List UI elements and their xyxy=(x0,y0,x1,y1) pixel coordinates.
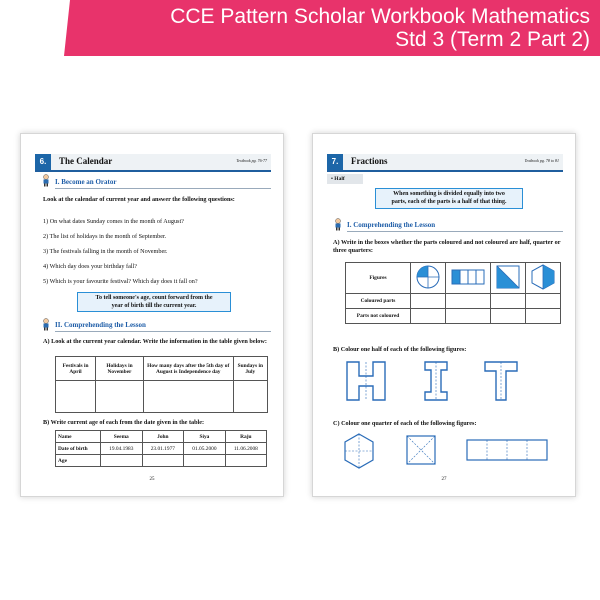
answer-cell[interactable] xyxy=(56,381,96,413)
question-1: 1) On what dates Sunday comes in the month of August? xyxy=(43,218,184,225)
chapter-title: The Calendar xyxy=(59,156,113,166)
age-tip-line2: year of birth till the current year. xyxy=(111,303,197,309)
row-label: Name xyxy=(56,431,101,443)
age-cell[interactable] xyxy=(225,455,266,467)
definition-line1: When something is divided equally into two xyxy=(393,191,505,197)
right-page xyxy=(312,133,576,497)
quarter-circle-figure xyxy=(415,264,441,290)
dob-cell: 19.04.1983 xyxy=(101,443,143,455)
question-2: 2) The list of holidays in the month of September. xyxy=(43,233,167,240)
dob-cell: 01.05.2000 xyxy=(184,443,226,455)
row-label: Coloured parts xyxy=(346,294,411,309)
chapter-number: 6. xyxy=(35,154,51,170)
table-header: How many days after the 5th day of August is Independence day xyxy=(143,357,233,381)
chapter-title: Fractions xyxy=(351,156,388,166)
section-become-orator: I. Become an Orator xyxy=(55,178,271,189)
definition-line2: parts, each of the parts is a half of that thing. xyxy=(391,199,507,205)
name-cell: Siya xyxy=(184,431,226,443)
question-b-instructions: B) Write current age of each from the date given in the table: xyxy=(43,419,205,426)
student-figure-icon xyxy=(333,218,343,231)
dob-cell: 23.01.1977 xyxy=(142,443,184,455)
question-a-instructions: A) Look at the current year calendar. Write the information in the table given below: xyxy=(43,338,267,345)
festival-table xyxy=(55,356,268,413)
title-banner xyxy=(0,0,600,60)
banner-title-line2: Std 3 (Term 2 Part 2) xyxy=(395,28,590,51)
student-figure-icon xyxy=(41,174,51,187)
table-header: Sundays in July xyxy=(233,357,267,381)
answer-cell[interactable] xyxy=(411,294,446,309)
question-a-instructions: A) Write in the boxes whether the parts coloured and not coloured are half, quarter or three quarters: xyxy=(333,239,561,254)
topic-tag: • Half xyxy=(327,174,363,184)
chapter-number: 7. xyxy=(327,154,343,170)
answer-cell[interactable] xyxy=(143,381,233,413)
question-b-instructions: B) Colour one half of each of the following figures: xyxy=(333,346,467,353)
page-number: 27 xyxy=(441,477,447,482)
banner-title-line1: CCE Pattern Scholar Workbook Mathematics xyxy=(170,5,590,28)
row-label: Date of birth xyxy=(56,443,101,455)
chapter-header xyxy=(327,154,563,172)
section-comprehending-lesson: II. Comprehending the Lesson xyxy=(55,321,271,332)
outline-letters xyxy=(343,358,553,404)
name-cell: Raju xyxy=(225,431,266,443)
letter-h-figure[interactable] xyxy=(347,362,385,400)
definition-box xyxy=(375,188,523,209)
question-5: 5) Which is your favourite festival? Which day does it fall on? xyxy=(43,278,198,285)
four-part-rectangle-figure xyxy=(451,267,485,287)
chapter-header xyxy=(35,154,271,172)
figure-cell xyxy=(490,263,525,294)
orator-instructions: Look at the calendar of current year and answer the following questions: xyxy=(43,196,235,203)
row-label: Parts not coloured xyxy=(346,309,411,324)
hexagon-quarter-figure[interactable] xyxy=(345,434,373,468)
answer-cell[interactable] xyxy=(525,309,560,324)
fractions-table xyxy=(345,262,561,324)
row-label: Figures xyxy=(346,263,411,294)
letter-t-figure[interactable] xyxy=(485,362,517,400)
answer-cell[interactable] xyxy=(96,381,144,413)
answer-cell[interactable] xyxy=(233,381,267,413)
answer-cell[interactable] xyxy=(490,309,525,324)
name-cell: Seema xyxy=(101,431,143,443)
row-label: Age xyxy=(56,455,101,467)
student-figure-icon xyxy=(41,318,51,331)
age-table xyxy=(55,430,267,467)
dob-cell: 11.06.2008 xyxy=(225,443,266,455)
answer-cell[interactable] xyxy=(525,294,560,309)
textbook-reference: Textbook pg. 76-77 xyxy=(236,158,267,163)
left-page xyxy=(20,133,284,497)
age-cell[interactable] xyxy=(184,455,226,467)
question-4: 4) Which day does your birthday fall? xyxy=(43,263,138,270)
table-header: Festivals in April xyxy=(56,357,96,381)
hexagon-figure xyxy=(530,263,556,291)
textbook-reference: Textbook pg. 78 to 81 xyxy=(524,158,559,163)
age-cell[interactable] xyxy=(101,455,143,467)
table-header: Holidays in November xyxy=(96,357,144,381)
name-cell: John xyxy=(142,431,184,443)
rectangle-quarter-figure[interactable] xyxy=(467,440,547,460)
answer-cell[interactable] xyxy=(411,309,446,324)
age-tip-box xyxy=(77,292,231,312)
age-tip-line1: To tell someone's age, count forward from the xyxy=(95,295,213,301)
page-number: 25 xyxy=(149,477,155,482)
answer-cell[interactable] xyxy=(446,294,490,309)
square-quarter-figure[interactable] xyxy=(407,436,435,464)
letter-i-figure[interactable] xyxy=(425,362,447,400)
answer-cell[interactable] xyxy=(446,309,490,324)
age-cell[interactable] xyxy=(142,455,184,467)
quarter-figures xyxy=(343,432,553,472)
section-comprehending-lesson: I. Comprehending the Lesson xyxy=(347,221,563,232)
question-3: 3) The festivals falling in the month of November. xyxy=(43,248,168,255)
figure-cell xyxy=(411,263,446,294)
figure-cell xyxy=(525,263,560,294)
figure-cell xyxy=(446,263,490,294)
question-c-instructions: C) Colour one quarter of each of the following figures: xyxy=(333,420,477,427)
triangle-square-figure xyxy=(495,264,521,290)
answer-cell[interactable] xyxy=(490,294,525,309)
